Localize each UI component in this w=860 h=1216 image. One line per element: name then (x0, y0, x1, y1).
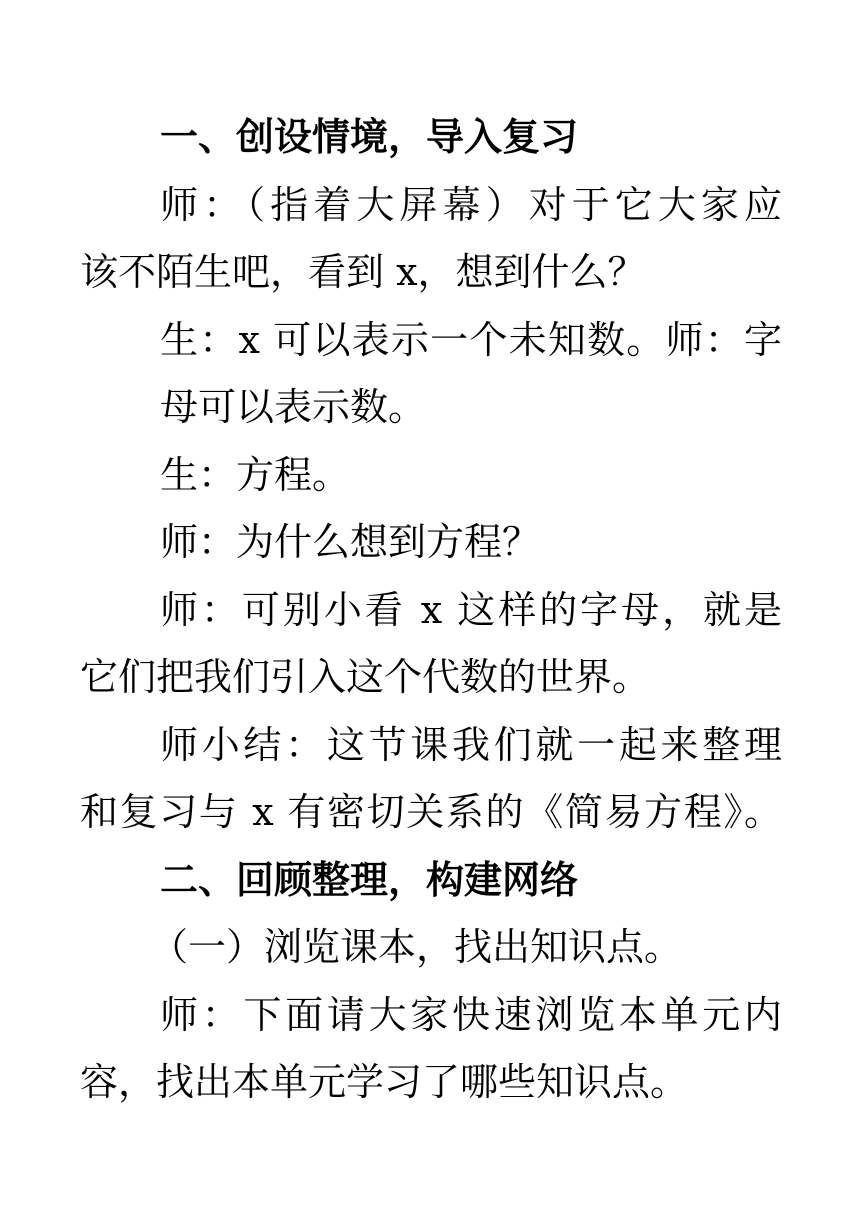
paragraph-line: 师小结：这节课我们就一起来整理 (160, 722, 782, 767)
paragraph-line: 容，找出本单元学习了哪些知识点。 (80, 1060, 689, 1104)
section-heading-1: 一、创设情境，导入复习 (160, 115, 579, 159)
paragraph-line: 生：方程。 (160, 452, 351, 497)
paragraph-line: 师：可别小看 x 这样的字母，就是 (160, 587, 782, 632)
paragraph-line: 师：（指着大屏幕）对于它大家应 (160, 182, 782, 227)
section-heading-2: 二、回顾整理，构建网络 (160, 857, 579, 902)
paragraph-line: 它们把我们引入这个代数的世界。 (80, 655, 651, 699)
paragraph-line: 生：x 可以表示一个未知数。师：字 (160, 317, 782, 362)
document-page (80, 104, 782, 1117)
paragraph-line: 师：下面请大家快速浏览本单元内 (160, 992, 782, 1037)
paragraph-line: 师：为什么想到方程？ (160, 520, 541, 564)
subsection-heading: （一）浏览课本，找出知识点。 (150, 925, 683, 969)
paragraph-line: 该不陌生吧，看到 x，想到什么？ (80, 250, 646, 294)
paragraph-line: 和复习与 x 有密切关系的《简易方程》。 (80, 790, 782, 834)
paragraph-line: 母可以表示数。 (160, 385, 427, 429)
